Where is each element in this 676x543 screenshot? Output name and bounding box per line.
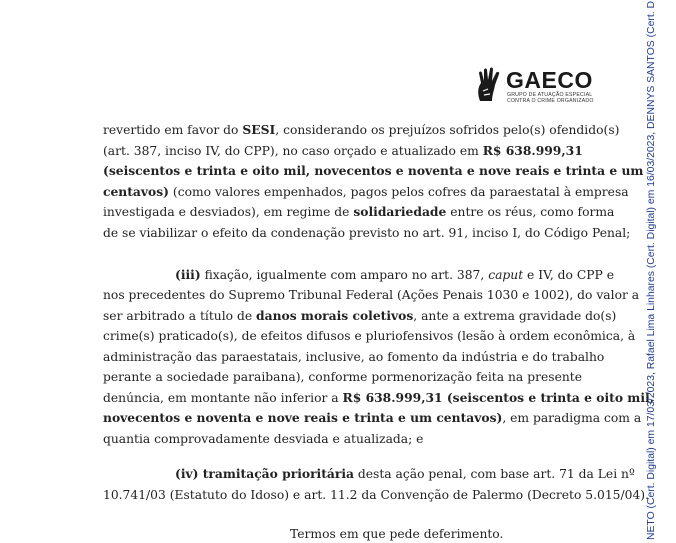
bold-run: danos morais coletivos: [256, 307, 414, 323]
bold-run: centavos): [103, 183, 169, 199]
text-run: , ante a extrema gravidade do(s): [413, 308, 617, 323]
text-run: desta ação penal, com base art. 71 da Lei nº: [354, 467, 635, 481]
handprint-icon: [474, 67, 504, 103]
text-line: [103, 142, 582, 160]
text-run: fixação, igualmente com amparo no art. 387,: [200, 268, 489, 282]
text-run: e IV, do CPP e: [523, 268, 614, 282]
bold-run: solidariedade: [353, 204, 447, 220]
logo-title: GAECO: [506, 67, 593, 93]
text-run: perante a sociedade paraibana), conforme pormenorização feita na presente: [103, 370, 582, 384]
text-line: [103, 286, 640, 304]
paragraph-iv-first-line: [103, 465, 635, 483]
text-run: denúncia, em montante não inferior a: [103, 390, 343, 405]
text-run: administração das paraestatais, inclusive, ao fomento da indústria e do trabalho: [103, 349, 605, 364]
text-line: [103, 224, 631, 242]
gaeco-logo: [474, 67, 614, 107]
closing-line: Termos em que pede deferimento.: [290, 527, 504, 541]
text-run: (como valores empenhados, pagos pelos cofres da paraestatal à empresa: [169, 184, 629, 199]
bold-run: novecentos e noventa e nove reais e trinta e um centavos): [103, 410, 503, 425]
text-run: de se viabilizar o efeito da condenação previsto no art. 91, inciso I, do Código Penal;: [103, 226, 631, 240]
text-run: entre os réus, como forma: [446, 205, 615, 220]
text-run: revertido em favor do: [103, 123, 243, 137]
text-line: [103, 389, 654, 407]
bold-run: SESI: [242, 122, 276, 137]
text-line: [103, 203, 615, 221]
text-run: (art. 387, inciso IV, do CPP), no caso orçado e atualizado em: [103, 143, 483, 158]
bold-run: (seiscentos e trinta e oito mil, novecentos e noventa e nove reais e trinta e um: [103, 163, 644, 179]
logo-subtitle-2: CONTRA O CRIME ORGANIZADO: [507, 98, 594, 104]
text-run: quantia comprovadamente desviada e atualizada; e: [103, 431, 424, 446]
italic-run: caput: [488, 268, 524, 282]
text-line: [103, 409, 642, 427]
text-line: [103, 348, 605, 366]
text-line: [103, 162, 644, 180]
text-line: [103, 183, 629, 201]
text-line: [103, 430, 582, 448]
text-line: [103, 368, 582, 386]
bold-run: R$ 638.999,31 (seiscentos e trinta e oito mil,: [342, 389, 654, 405]
text-run: crime(s) praticado(s), de efeitos difusos e pluriofensivos (lesão à ordem econômica, à: [103, 329, 636, 343]
text-run: ser arbitrado a título de: [103, 308, 257, 323]
text-run: , considerando os prejuízos sofridos pelo(s) ofendido(s): [275, 123, 620, 137]
text-run: nos precedentes do Supremo Tribunal Federal (Ações Penais 1030 e 1002), do valor a: [103, 288, 640, 302]
text-run: investigada e desviados), em regime de: [103, 205, 354, 220]
text-line: [103, 307, 617, 325]
text-line: [103, 121, 620, 139]
text-line: [103, 327, 636, 345]
digital-signature-stamp: [636, 0, 656, 542]
paragraph-iii-first-line: [103, 266, 614, 284]
item-marker-iii: (iii): [175, 267, 201, 282]
bold-run: R$ 638.999,31: [482, 142, 583, 158]
paragraph-iv-second-line: 10.741/03 (Estatuto do Idoso) e art. 11.2 da Convenção de Palermo (Decreto 5.015/04).: [103, 488, 649, 502]
item-marker-iv: (iv) tramitação prioritária: [175, 466, 354, 481]
text-run: , em paradigma com a: [502, 411, 642, 425]
signature-stamp-text: NETO (Cert. Digital) em 17/03/2023, Rafael Lima Linhares (Cert. Digital) em 16/03/2023, DENNYS SANTOS (Cert. D: [646, 1, 657, 540]
logo-subtitle-1: GRUPO DE ATUAÇÃO ESPECIAL: [507, 92, 593, 98]
